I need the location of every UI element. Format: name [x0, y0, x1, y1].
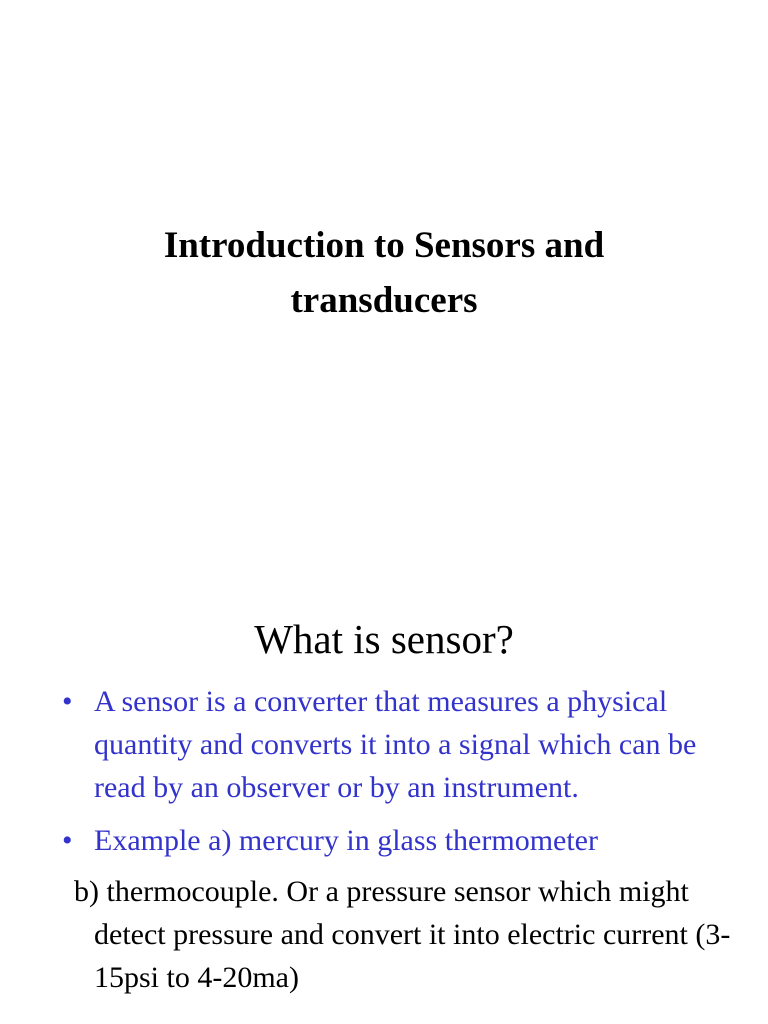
- slide-title-line-2: transducers: [290, 280, 478, 321]
- bullet-marker: •: [62, 685, 73, 718]
- slide-title: [0, 218, 768, 328]
- bullet-marker: •: [62, 824, 73, 857]
- bullet-text: Example a) mercury in glass thermometer: [94, 824, 598, 857]
- bullet-text: A sensor is a converter that measures a physical quantity and converts it into a signal which can be read by an observer or by an instrument.: [94, 685, 697, 804]
- slide-what-is-sensor: [0, 576, 768, 1024]
- continuation-first-line: b) thermocouple. Or a pressure sensor which: [74, 875, 612, 908]
- example-continuation: [0, 870, 768, 999]
- slide-title-line-1: Introduction to Sensors and: [163, 225, 605, 266]
- continuation-rest: might detect pressure and convert it into electric current (3-15psi to 4-20ma): [94, 875, 731, 994]
- bullet-list: [0, 680, 768, 999]
- bullet-item-definition: [0, 680, 768, 809]
- bullet-item-example: [0, 819, 768, 862]
- slide-heading: What is sensor?: [254, 616, 514, 662]
